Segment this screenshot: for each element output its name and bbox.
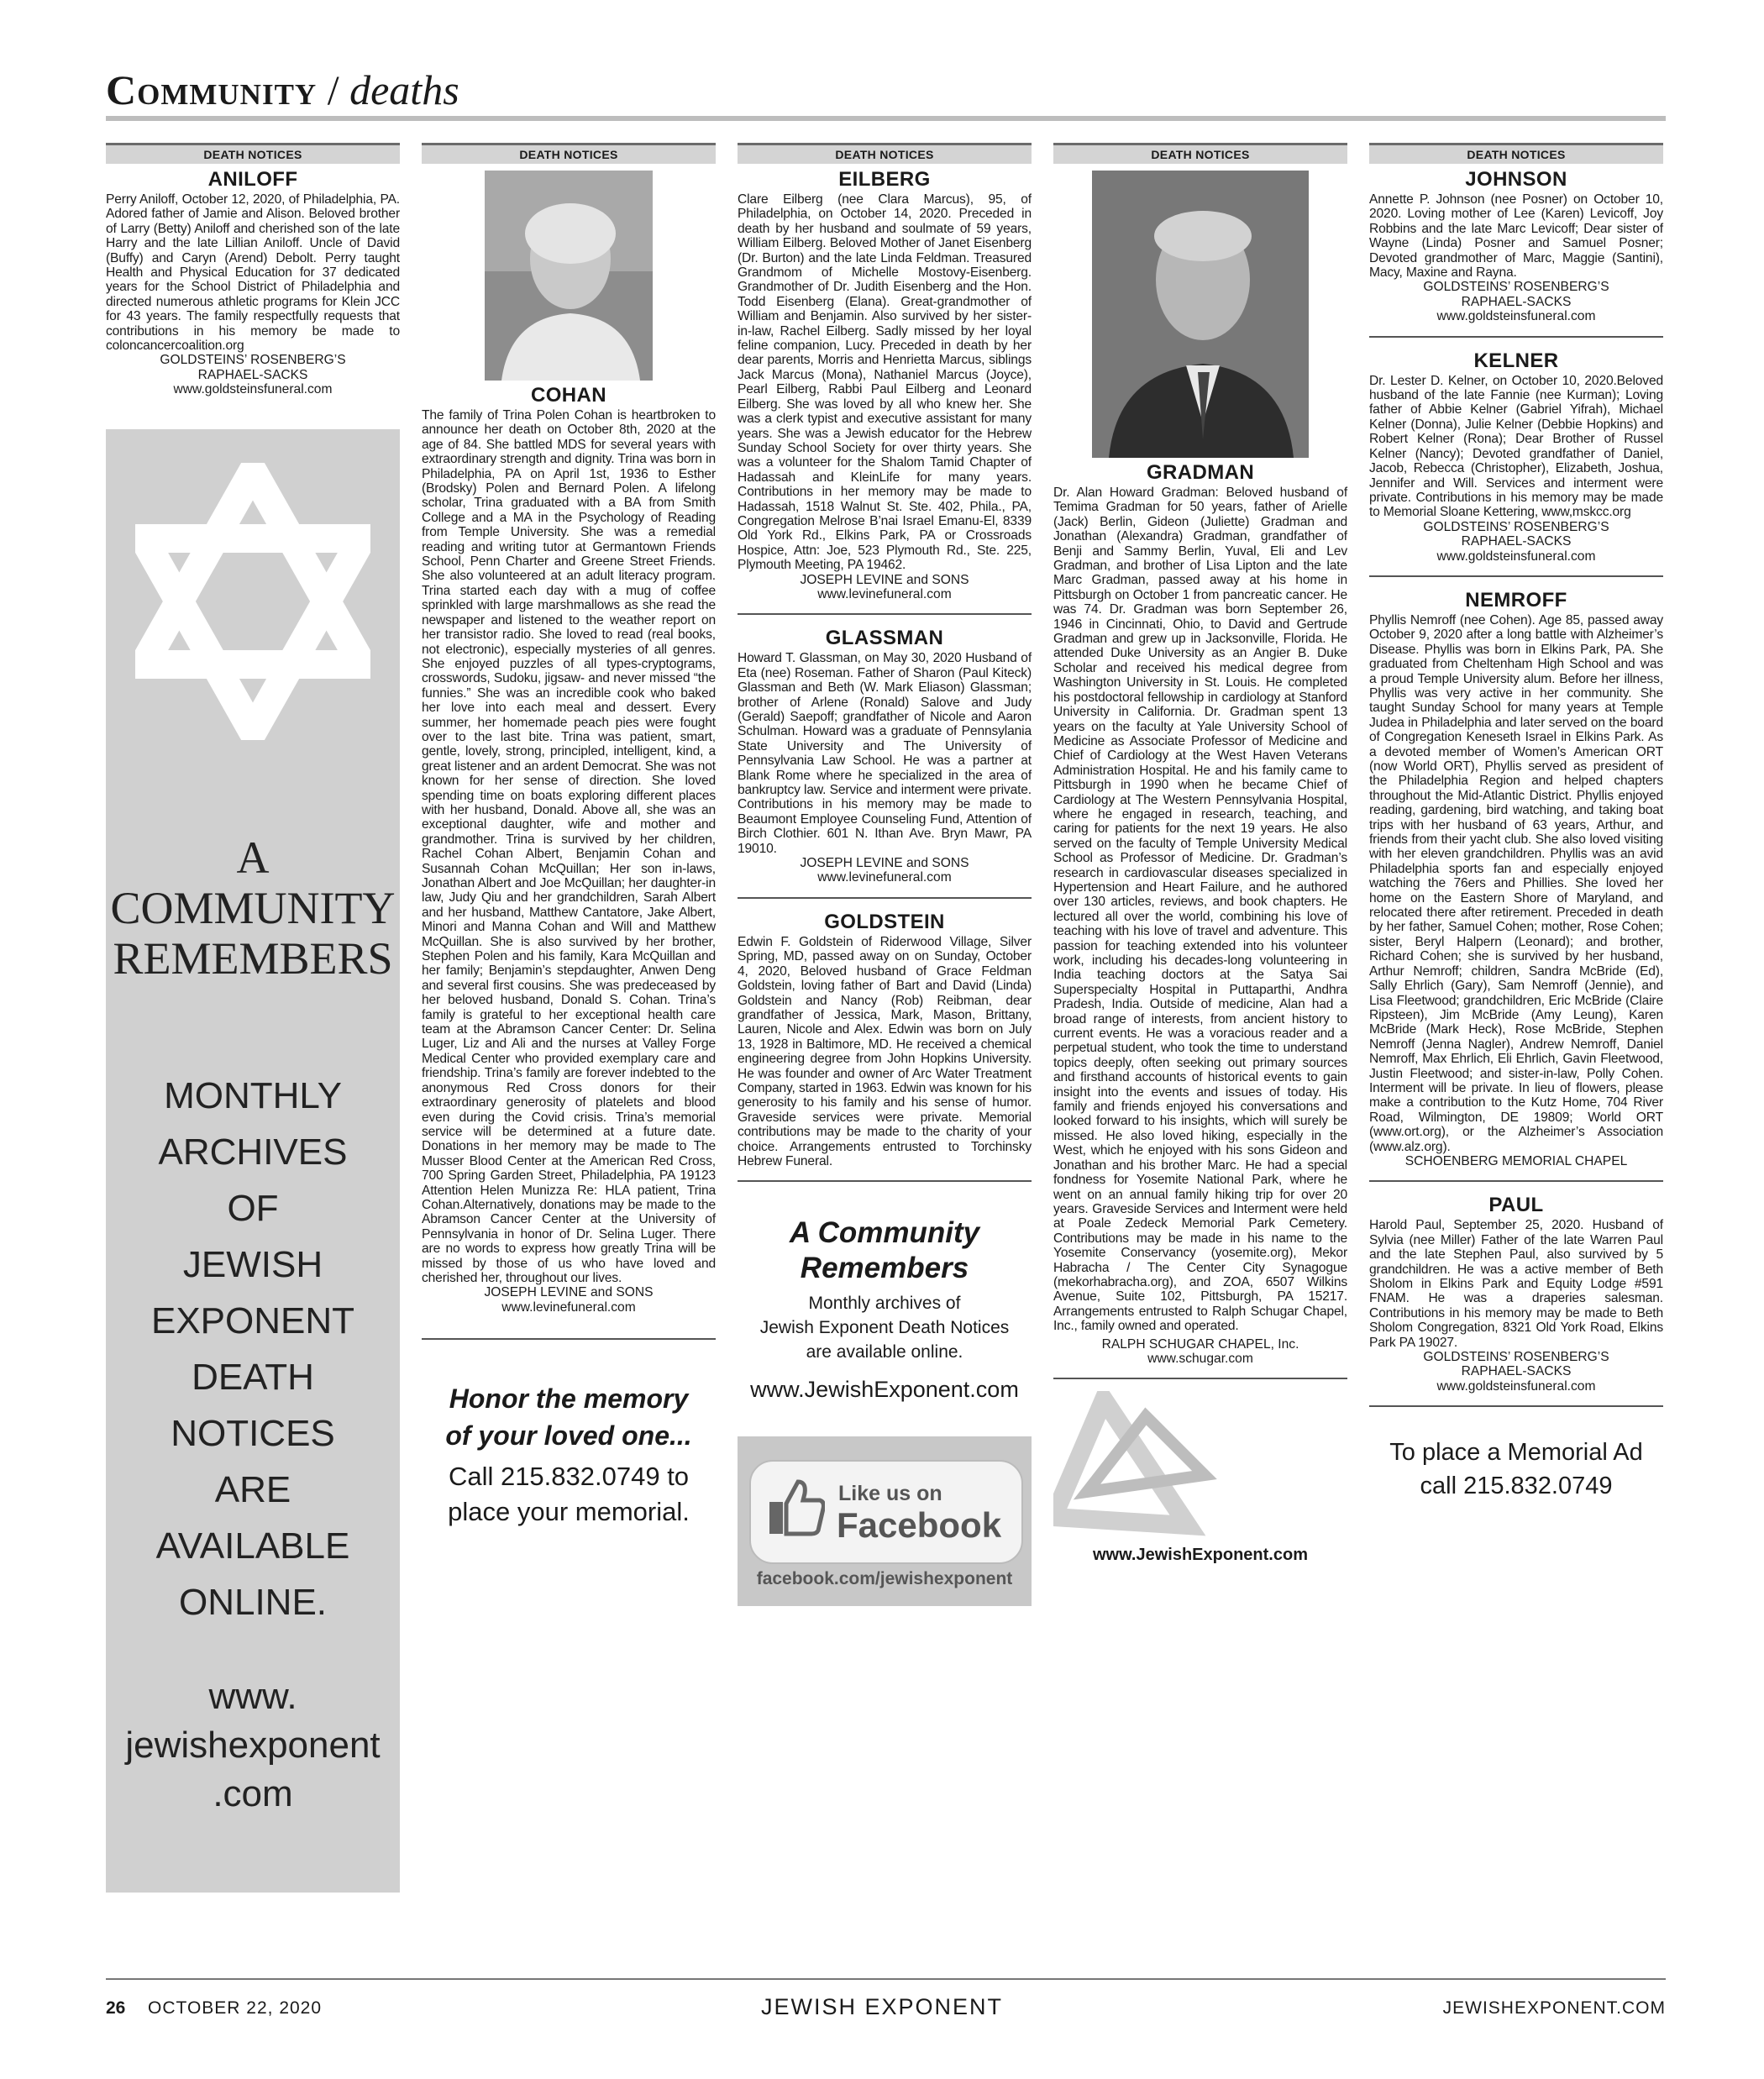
column-5 xyxy=(1369,143,1663,1503)
notice-text: Clare Eilberg (nee Clara Marcus), 95, of Philadelphia, on October 14, 2020. Preceded in death by her husband and soulmate of 59 years, William Eilberg. Beloved Mother of Janet Eisenberg (Dr. Burton) and the late Linda Feldman. Treasured Grandmom of Michelle Mostovy-Eisenberg. Grandmother of Dr. Judith Eisenberg and the Hon. Todd Eisenberg (Elana). Great-grandmother of William and Benjamin. Also survived by her sister-in-law, Rachel Eilberg. Sadly missed by her loyal feline companion, Lucy. Preceded in death by her dear parents, Morris and Henrietta Marcus, siblings Jack Marcus (Mona), Nathaniel Marcus (Joyce), Pearl Eilberg, Rabbi Paul Eilberg and Leonard Eilberg. She was loved by all who knew her. She was a clerk typist and executive assistant for many years. She was a Jewish educator for the Hebrew Sunday School Society for over thirty years. She was a volunteer for the Shalom Tamid Chapter of Hadassah and KleinLife for many years. Contributions in her memory may be made to Hadassah, 1518 Walnut St. Ste. 402, Phila., PA, Congregation Melrose B’nai Israel Emanu-El, 8339 Old York Rd., Elkins Park, PA or Crossroads Hospice, Attn: Joe, 523 Plymouth Rd., Ste. 225, Plymouth Meeting, PA 19462. xyxy=(738,192,1032,573)
divider xyxy=(738,613,1032,615)
divider xyxy=(1369,575,1663,577)
ad-url[interactable]: www.JewishExponent.com xyxy=(1093,1546,1308,1565)
ad-line: AVAILABLE xyxy=(155,1525,350,1567)
funeral-home-website[interactable]: www.goldsteinsfuneral.com xyxy=(1436,549,1596,564)
divider xyxy=(1369,1405,1663,1407)
divider xyxy=(1369,1180,1663,1182)
funeral-home: RAPHAEL-SACKS xyxy=(1461,1364,1572,1379)
memorial-ad-line: To place a Memorial Ad xyxy=(1389,1439,1643,1467)
funeral-home-website[interactable]: www.levinefuneral.com xyxy=(501,1299,636,1315)
divider xyxy=(738,1180,1032,1182)
ad-line: ARE xyxy=(214,1468,291,1510)
divider xyxy=(422,1338,716,1340)
funeral-home: GOLDSTEINS’ ROSENBERG’S xyxy=(1423,280,1609,295)
ad-line: MONTHLY xyxy=(164,1074,342,1116)
portrait-photo xyxy=(1092,171,1309,458)
ad-line: DEATH xyxy=(192,1356,314,1398)
notice-text: Dr. Lester D. Kelner, on October 10, 2020.Beloved husband of the late Fannie (nee Kurman); Loving father of Abbie Kelner (Gabriel Yifrah), Michael Kelner (Donna), Julie Kelner (Debbie Hopkins) and Robert Kelner (Rona); Dear Brother of Russel Kelner (Nancy); Devoted grandfather of Daniel, Jacob, Rebecca (Christopher), Elizabeth, Joshua, Jennifer and Will. Services and interment were private. Contributions in his memory may be made to Memorial Sloane Kettering, www,mskcc.org xyxy=(1369,373,1663,520)
death-notices-label: DEATH NOTICES xyxy=(422,143,716,164)
death-notices-label: DEATH NOTICES xyxy=(106,143,400,164)
ad-text: place your memorial. xyxy=(448,1497,690,1527)
funeral-home: RALPH SCHUGAR CHAPEL, Inc. xyxy=(1101,1336,1299,1352)
memorial-ad-line: call 215.832.0749 xyxy=(1420,1473,1613,1500)
promo-url[interactable]: www.JewishExponent.com xyxy=(750,1377,1019,1403)
like-us-text: Like us on xyxy=(838,1482,942,1506)
notice-name: GLASSMAN xyxy=(825,627,944,650)
ad-line: REMEMBERS xyxy=(113,932,393,984)
notice-text: Phyllis Nemroff (nee Cohen). Age 85, passed away October 9, 2020 after a long battle with Alzheimer’s Disease. Phyllis was born in Elkins Park, PA. She graduated from Cheltenham High School and was a proud Temple University alum. Before her illness, Phyllis was very active in her community. She taught Sunday School for many years at Temple Judea in Philadelphia and later served on the board of Congregation Keneseth Israel in Elkins Park. As a devoted member of Women’s American ORT (now World ORT), Phyllis served as president of the Philadelphia Region and helped chapters throughout the Mid-Atlantic District. Phyllis enjoyed reading, gardening, bird watching, and taking boat trips with her husband of 63 years, Arthur, and friends from their yacht club. She also loved visiting with her eleven grandchildren. Phyllis was an avid Philadelphia sports fan and especially enjoyed watching the 76ers and Phillies. She loved her home on the Eastern Shore of Maryland, and relocated there after retirement. Preceded in death by her father, Samuel Cohen; mother, Rose Cohen; sister, Beryl Halpern (Leonard); and brother, Richard Cohen; she is survived by her husband, Arthur Nemroff; children, Sandra McBride (Ed), Sally Ehrlich (Gary), Sam Nemroff (Jennie), and Lisa Fleetwood; grandchildren, Eric McBride (Claire Ripsteen), Jim McBride (Amy Leung), Karen McBride (Mark Heck), Rose McBride, Stephen Nemroff (Jenna Nagler), Andrew Nemroff, Daniel Nemroff, Max Ehrlich, Eli Ehrlich, Gavin Fleetwood, Justin Fleetwood; and sister-in-law, Polly Cohen. Interment will be private. In lieu of flowers, please make a contribution to the Kutz Home, 704 River Road, Wilmington, DE 19809; World ORT (www.ort.org), or the Alzheimer’s Association (www.alz.org). xyxy=(1369,612,1663,1154)
notice-text: Perry Aniloff, October 12, 2020, of Philadelphia, PA. Adored father of Jamie and Alison. Beloved brother of Larry (Betty) Aniloff and cherished son of the late Harry and the late Lillian Aniloff. Uncle of David (Buffy) and Caryn (Arend) Debolt. Perry taught Health and Physical Education for 37 dedicated years for the School District of Philadelphia and directed numerous athletic programs for Klein JCC for 43 years. The family respectfully requests that contributions in his memory be made to coloncancercoalition.org xyxy=(106,192,400,354)
notice-text: The family of Trina Polen Cohan is heartbroken to announce her death on October 8th, 2020 at the age of 84. She battled MDS for several years with extraordinary strength and dignity. Trina was born in Philadelphia, PA on April 1st, 1936 to Esther (Brodsky) Polen and Bernard Polen. A lifelong scholar, Trina graduated with a BA from Smith College and a MA in the Psychology of Reading from Temple University. She was a remedial reading and writing tutor at Germantown Friends School, Penn Charter and Greene Street Friends. She also volunteered at an adult literacy program. Trina started each day with a mug of coffee sprinkled with large marshmallows as she read the newspaper and listened to the weather report on her transistor radio. She loved to read (real books, not electronic), especially mysteries of all genres. She enjoyed puzzles of all types-cryptograms, crosswords, Sudoku, jigsaw- and never missed “the funnies.” She was an incredible cook who baked her love into each meal and dessert. Every summer, her homemade peach pies were fought over to the last bite. Trina was patient, smart, gentle, lovely, strong, principled, intelligent, kind, a great listener and an ardent Democrat. She was not known for her sense of direction. She loved spending time on boats exploring different places with her husband, Donald. Above all, she was an exceptional daughter, wife and mother and grandmother. Trina is survived by her children, Rachel Cohan Albert, Benjamin Cohan and Susannah Cohan McQuillan; Her son in-laws, Jonathan Albert and Joe McQuillan; her daughter-in law, Judy Qiu and her grandchildren, Sarah Albert and her husband, Matthew Cantatore, Jake Albert, Minori and Manna Cohan and Will and Matthew McQuillan. She is also survived by her brother, Stephen Polen and his family, Kara McQuillan and her family; Benjamin’s stepdaughter, Anwen Deng and several first cousins. She was predeceased by her beloved husband, Donald S. Cohan. Trina’s family is grateful to her exceptional health care team at the Abramson Cancer Center: Dr. Selina Luger, Liz and Ali and the nurses at Valley Forge Medical Center who provided exemplary care and friendship. Trina’s family are forever indebted to the anonymous Red Cross donors for their extraordinary generosity of platelets and blood even during the Covid crisis. Trina’s memorial service will be determined at a future date. Donations in her memory may be made to The Musser Blood Center at the American Red Cross, 700 Spring Garden Street, Philadelphia, PA 19123 Attention Helen Munizza Re: HLA patient, Trina Cohan.Alternatively, donations may be made to the Abramson Cancer Center at the University of Pennsylvania in honor of Dr. Selina Luger. There are no words to express how greatly Trina will be missed by those of us who have loved and cherished her, throughout our lives. xyxy=(422,408,716,1285)
notice-name: EILBERG xyxy=(838,168,931,191)
publication-website[interactable]: JEWISHEXPONENT.COM xyxy=(1442,1998,1666,2018)
page-number: 26 xyxy=(106,1998,126,2018)
promo-text: Monthly archives of xyxy=(808,1294,961,1314)
funeral-home: JOSEPH LEVINE and SONS xyxy=(484,1285,654,1300)
ad-line: NOTICES xyxy=(171,1412,335,1454)
divider xyxy=(1053,1378,1347,1379)
promo-title: Remembers xyxy=(800,1252,969,1285)
funeral-home-website[interactable]: www.goldsteinsfuneral.com xyxy=(1436,309,1596,324)
funeral-home: RAPHAEL-SACKS xyxy=(1461,294,1572,309)
funeral-home-website[interactable]: www.levinefuneral.com xyxy=(817,586,952,601)
memorial-ad[interactable] xyxy=(1369,1436,1663,1503)
ad-line: ONLINE. xyxy=(178,1581,328,1623)
column-1 xyxy=(106,143,400,1893)
ad-line: A xyxy=(236,832,270,883)
facebook-ad[interactable] xyxy=(738,1436,1032,1606)
notice-text: Annette P. Johnson (nee Posner) on October 10, 2020. Loving mother of Lee (Karen) Levicoff, Joy Robbins and the late Marc Levicoff; Dear sister of Wayne (Linda) Posner and Samuel Posner; Devoted grandmother of Marc, Maggie (Santini), Macy, Maxine and Rayna. xyxy=(1369,192,1663,281)
facebook-url[interactable]: facebook.com/jewishexponent xyxy=(756,1569,1013,1589)
funeral-home: RAPHAEL-SACKS xyxy=(1461,534,1572,549)
funeral-home: JOSEPH LEVINE and SONS xyxy=(800,856,969,871)
death-notices-label: DEATH NOTICES xyxy=(1369,143,1663,164)
honor-memory-ad[interactable] xyxy=(422,1380,716,1530)
divider xyxy=(738,897,1032,899)
notice-name: KELNER xyxy=(1473,349,1559,372)
promo-text: Jewish Exponent Death Notices xyxy=(759,1318,1010,1338)
promo-title: A Community xyxy=(789,1216,980,1250)
ad-line: ARCHIVES xyxy=(158,1131,348,1173)
footer-rule xyxy=(106,1978,1666,1980)
ad-line: JEWISH xyxy=(182,1243,323,1285)
ad-url: www. xyxy=(208,1675,297,1717)
ad-line: OF xyxy=(227,1187,279,1229)
header-rule xyxy=(106,116,1666,121)
funeral-home: GOLDSTEINS’ ROSENBERG’S xyxy=(1423,1350,1609,1365)
facebook-wordmark: Facebook xyxy=(837,1505,1002,1546)
notice-name: PAUL xyxy=(1488,1194,1544,1217)
ad-line: EXPONENT xyxy=(150,1299,355,1341)
portrait-photo xyxy=(485,171,653,381)
funeral-home: GOLDSTEINS’ ROSENBERG’S xyxy=(1423,519,1609,534)
notice-name: NEMROFF xyxy=(1465,588,1567,612)
notice-text: Edwin F. Goldstein of Riderwood Village, Silver Spring, MD, passed away on on Sunday, October 4, 2020, Beloved husband of Grace Feldman Goldstein, loving father of Bart and David (Linda) Goldstein and Nancy (Rob) Reibman, dear grandfather of Jessica, Mark, Mason, Brittany, Lauren, Nicole and Alex. Edwin was born on July 13, 1928 in Baltimore, MD. He received a chemical engineering degree from John Hopkins University. He was founder and owner of Arc Water Treatment Company, started in 1963. Edwin was known for his generosity to his family and his sense of humor. Graveside services were private. Memorial contributions may be made to the charity of your choice. Arrangements entrusted to Torchinsky Hebrew Funeral. xyxy=(738,934,1032,1168)
death-notices-label: DEATH NOTICES xyxy=(738,143,1032,164)
notice-text: Howard T. Glassman, on May 30, 2020 Husband of Eta (nee) Roseman. Father of Sharon (Paul Kiteck) Glassman and Beth (W. Mark Eliason) Glassman; brother of Arlene (Ronald) Salove and Judy (Gerald) Saepoff; grandfather of Nicole and Aaron Schulman. Howard was a graduate of Pennsylania State University and The University of Pennsylvania Law School. He was a partner at Blank Rome where he specialized in the area of bankruptcy law. Service and interment were private. Contributions in his memory may be made to Beaumont Employee Counseling Fund, Attention of Birch Clothier. 601 N. Ithan Ave. Bryn Mawr, PA 19010. xyxy=(738,651,1032,856)
star-of-david-icon xyxy=(135,463,370,740)
issue-date: OCTOBER 22, 2020 xyxy=(148,1998,323,2018)
column-3 xyxy=(738,143,1032,1606)
page-header xyxy=(106,66,459,114)
ad-url: jewishexponent xyxy=(125,1724,381,1766)
notice-name: ANILOFF xyxy=(207,168,298,191)
community-remembers-promo[interactable] xyxy=(738,1215,1032,1406)
ad-line: COMMUNITY xyxy=(110,882,396,933)
funeral-home-website[interactable]: www.schugar.com xyxy=(1147,1351,1253,1366)
funeral-home: GOLDSTEINS’ ROSENBERG’S xyxy=(160,353,346,368)
funeral-home-website[interactable]: www.goldsteinsfuneral.com xyxy=(1436,1378,1596,1394)
section-title: Community xyxy=(106,66,318,113)
funeral-home-website[interactable]: www.goldsteinsfuneral.com xyxy=(173,382,333,397)
header-separator: / xyxy=(317,66,350,113)
community-remembers-ad[interactable] xyxy=(106,429,400,1893)
notice-text: Dr. Alan Howard Gradman: Beloved husband of Temima Gradman for 50 years, father of Arielle (Jack) Berlin, Gideon (Juliette) Gradman and Jonathan (Alexandra) Gradman, grandfather of Benji and Sammy Berlin, Yuval, Eli and Lev Gradman, and brother of Lisa Lipton and the late Marc Gradman, passed away at his home in Pittsburgh on October 1 from pancreatic cancer. He was 74. Dr. Gradman was born September 26, 1946 in Cincinnati, Ohio, to David and Gertrude Gradman and grew up in Jacksonville, Florida. He attended Duke University as an Angier B. Duke Scholar and received his medical degree from Washington University in St. Louis. He completed his postdoctoral fellowship in cardiology at Stanford University in California. Dr. Gradman spent 13 years on the faculty at Yale University School of Medicine as Associate Professor of Medicine and Chief of Cardiology at the West Haven Veterans Administration Hospital. He and his family came to Pittsburgh in 1990 when he became Chief of Cardiology at The Western Pennsylvania Hospital, where he engaged in research, teaching, and caring for patients for the next 19 years. He also served on the faculty of Temple University Medical School as Professor of Medicine. Dr. Gradman’s research in cardiovascular diseases specialized in Hypertension and Heart Failure, and he authored over 130 articles, reviews, and book chapters. He lectured all over the world, combining his love of teaching with his love of travel and adventure. This passion for teaching extended into his volunteer work, including his decades-long volunteering in India teaching doctors at the Satya Sai Superspecialty Hospital in Puttaparthi, Andhra Pradesh, India. Outside of medicine, Alan had a broad range of interests, from ancient history to current events. He was a voracious reader and a perpetual student, who took the time to understand topics deeply, often seeking out primary sources and firsthand accounts of historical events to gain insight into the events and issues of today. His family and friends enjoyed his conversations and looked forward to his insights, which will surely be missed. He also loved hiking, especially in the West, which he enjoyed with his sons Gideon and Jonathan and his brother Marc. He had a special fondness for Yosemite National Park, where he went on an annual family hiking trip for over 20 years. Graveside Services and Interment were held at Poale Zedeck Memorial Park Cemetery. Contributions may be made in his name to the Yosemite Conservancy (yosemite.org), Mekor Habracha / The Center City Synagogue (mekorhabracha.org), and ZOA, 6507 Wilkins Avenue, Suite 102, Pittsburgh, PA 15217. Arrangements entrusted to Ralph Schugar Chapel, Inc., family owned and operated. xyxy=(1053,486,1347,1334)
death-notices-label: DEATH NOTICES xyxy=(1053,143,1347,164)
ad-url: .com xyxy=(213,1772,293,1814)
notice-name: GOLDSTEIN xyxy=(824,910,945,933)
funeral-home: JOSEPH LEVINE and SONS xyxy=(800,572,969,587)
ad-headline: of your loved one... xyxy=(445,1420,692,1452)
ad-headline: Honor the memory xyxy=(449,1383,689,1415)
publication-name: JEWISH EXPONENT xyxy=(760,1994,1004,2019)
notice-name: GRADMAN xyxy=(1146,461,1255,484)
notice-name: COHAN xyxy=(531,384,606,407)
notice-text: Harold Paul, September 25, 2020. Husband of Sylvia (nee Miller) Father of the late Warren Paul and the late Stephen Paul, also survived by 5 grandchildren. He was a active member of Beth Sholom in Elkins Park and Equity Lodge #591 FNAM. He was a draperies salesman. Contributions in his memory may be made to Beth Sholom Congregation, 8321 Old York Road, Elkins Park PA 19027. xyxy=(1369,1218,1663,1350)
funeral-home: SCHOENBERG MEMORIAL CHAPEL xyxy=(1404,1153,1628,1168)
funeral-home-website[interactable]: www.levinefuneral.com xyxy=(817,870,952,885)
column-2 xyxy=(422,143,716,1530)
section-subtitle: deaths xyxy=(349,66,459,113)
column-4 xyxy=(1053,143,1347,1563)
funeral-home: RAPHAEL-SACKS xyxy=(197,367,308,382)
divider xyxy=(1369,336,1663,338)
promo-text: are available online. xyxy=(806,1342,963,1362)
thumbs-up-icon xyxy=(768,1478,825,1537)
ad-text: Call 215.832.0749 to xyxy=(448,1462,690,1492)
star-of-david-icon xyxy=(1053,1391,1347,1538)
notice-name: JOHNSON xyxy=(1465,168,1567,191)
